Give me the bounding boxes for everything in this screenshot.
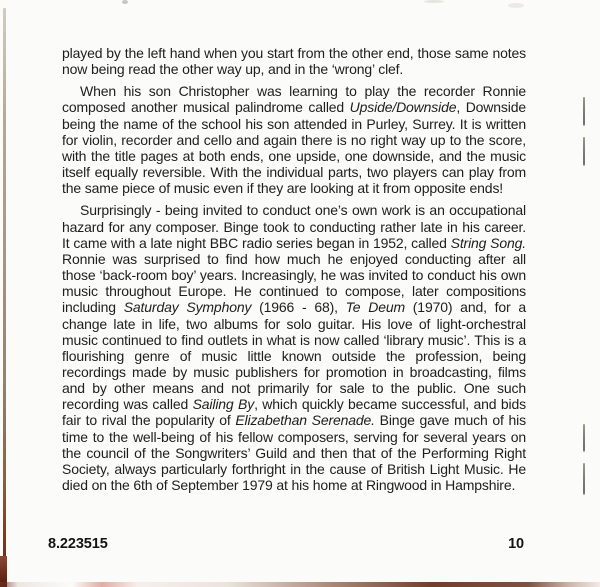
binding-mark-4 (583, 463, 585, 494)
page-number: 10 (508, 536, 524, 552)
scan-speck-2 (424, 0, 444, 3)
paragraph-2: When his son Christopher was learning to play the recorder Ronnie composed another musical palindrome called Upside/Downside, Downside being the name of the school his son attended in Purley, Surrey. It is written for violin, recorder and cello and again there is no right way up to the score, with the title pages at both ends, one upside, one downside, and the music itself equally reversible. With the individual parts, two players can play from the same piece of music even if they are looking at it from opposite ends! (62, 83, 526, 197)
page-footer (48, 536, 524, 552)
body-text (62, 45, 526, 493)
binding-mark-2 (583, 137, 585, 165)
scan-speck-1 (122, 0, 128, 4)
scan-speck-3 (508, 3, 524, 8)
binding-mark-3 (583, 424, 585, 451)
catalog-number: 8.223515 (48, 536, 108, 552)
bottom-edge-stain (0, 582, 600, 587)
page-spine-edge-line (3, 8, 6, 583)
paragraph-3: Surprisingly - being invited to conduct one’s own work is an occupational hazard for any composer. Binge took to conducting rather late in his career. It came with a late night BBC radio series began in 1952, called String Song. Ronnie was surprised to find how much he enjoyed conducting after all those ‘back-room boy’ years. Increasingly, he was invited to conduct his own music throughout Europe. He continued to compose, later compositions including Saturday Symphony (1966 - 68), Te Deum (1970) and, for a change late in life, two albums for solo guitar. His love of light-orchestral music continued to find outlets in what is now called ‘library music’. This is a flourishing genre of music little known outside the profession, being recordings made by music publishers for promotion in broadcasting, films and by other means and not primarily for sale to the public. One such recording was called Sailing By, which quickly became successful, and bids fair to rival the popularity of Elizabethan Serenade. Binge gave much of his time to the well-being of his fellow composers, serving for several years on the council of the Songwriters’ Guild and then that of the Performing Right Society, always particularly forthright in the cause of British Light Music. He died on the 6th of September 1979 at his home at Ringwood in Hampshire. (62, 202, 526, 494)
binding-mark-1 (583, 97, 585, 125)
paragraph-1: played by the left hand when you start from the other end, those same notes now being read the other way up, and in the ‘wrong’ clef. (62, 45, 526, 78)
